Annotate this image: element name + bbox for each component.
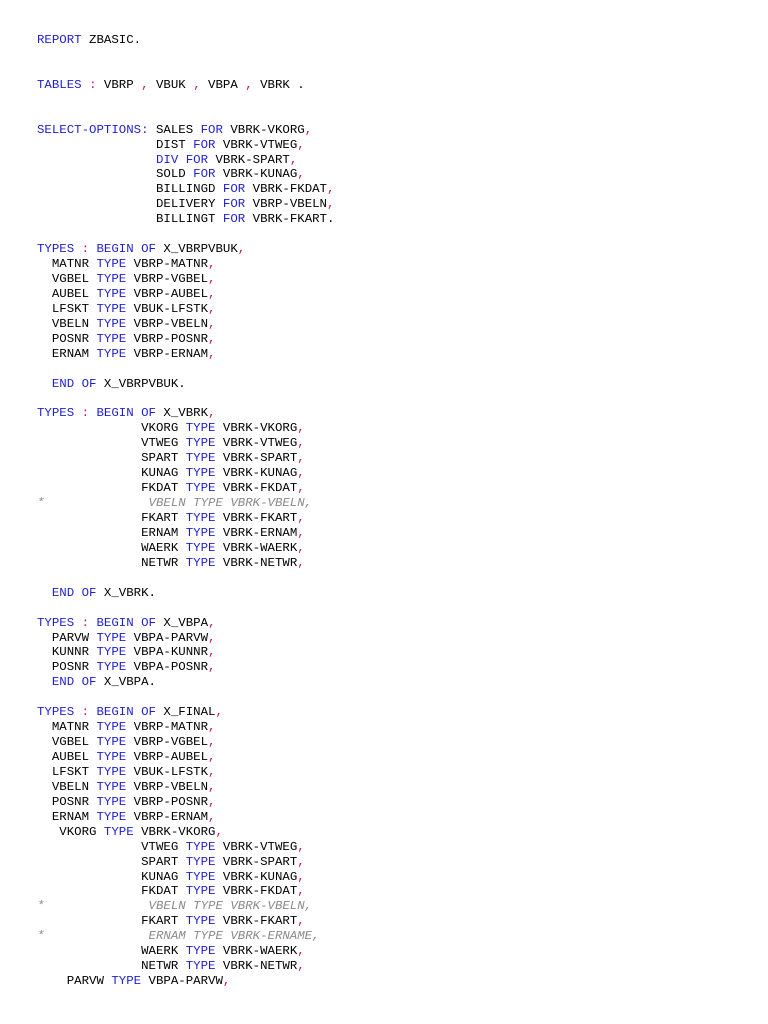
keyword-token: TYPE — [96, 346, 127, 361]
blank-line — [37, 690, 334, 705]
text-token: VBRP-MATNR — [126, 720, 209, 735]
keyword-token: TYPE — [96, 764, 127, 779]
text-token — [37, 153, 156, 167]
punctuation-token: , — [208, 286, 216, 301]
text-token: VBUK-LFSTK — [126, 301, 209, 316]
keyword-token: TYPE — [96, 779, 127, 794]
punctuation-token: , — [215, 824, 223, 839]
blank-line — [37, 601, 334, 616]
keyword-token: FOR — [222, 182, 246, 197]
code-line — [37, 750, 334, 765]
text-token: VBRK-ERNAM — [215, 525, 298, 540]
text-token: DIST — [37, 137, 194, 152]
punctuation-token: , — [327, 182, 335, 197]
punctuation-token: , — [297, 839, 305, 854]
text-token: SPART — [37, 451, 186, 466]
keyword-token: TYPE — [185, 839, 216, 854]
punctuation-token: , — [297, 944, 305, 959]
text-token: X_VBRK — [156, 406, 209, 421]
punctuation-token: , — [297, 167, 305, 182]
keyword-token: TYPE — [185, 959, 216, 974]
code-line — [37, 705, 334, 720]
text-token — [89, 705, 96, 719]
text-token: VBRK-FKART — [215, 511, 298, 525]
keyword-token: END OF — [51, 376, 97, 391]
punctuation-token: , — [208, 316, 216, 331]
code-line — [37, 347, 334, 362]
text-token: VBRK-NETWR — [215, 555, 298, 570]
text-token: BILLINGT — [37, 212, 223, 227]
code-line — [37, 78, 334, 93]
keyword-token: TYPE — [185, 944, 216, 959]
text-token: VBRK-FKDAT — [245, 182, 327, 197]
punctuation-token: , — [297, 555, 305, 570]
text-token: VBRP-AUBEL — [126, 286, 209, 301]
code-line — [37, 511, 334, 526]
text-token: POSNR — [37, 660, 97, 675]
punctuation-token: , — [297, 421, 305, 436]
punctuation-token: , — [208, 331, 216, 346]
keyword-token: TYPE — [96, 660, 127, 675]
text-token: ERNAM — [37, 346, 97, 361]
text-token — [89, 242, 96, 256]
code-line — [37, 825, 334, 840]
text-token: VGBEL — [37, 272, 97, 286]
punctuation-token: : — [81, 406, 90, 421]
text-token: VBUK — [148, 77, 194, 92]
text-token — [37, 377, 52, 391]
text-token: NETWR — [37, 959, 186, 974]
text-token: KUNAG — [37, 869, 186, 884]
code-line — [37, 765, 334, 780]
text-token: FKDAT — [37, 481, 186, 496]
text-token — [89, 616, 96, 630]
code-line — [37, 556, 334, 571]
code-line — [37, 302, 334, 317]
text-token: VBRK-FKDAT — [215, 884, 298, 899]
text-token — [74, 705, 81, 719]
keyword-token: TYPE — [185, 451, 216, 466]
punctuation-token: , — [297, 451, 305, 466]
keyword-token: TYPE — [185, 854, 216, 869]
code-line — [37, 153, 334, 168]
text-token: X_VBRK. — [96, 585, 156, 600]
keyword-token: TYPE — [96, 272, 127, 286]
text-token — [74, 242, 81, 256]
text-token: KUNAG — [37, 466, 186, 481]
code-line — [37, 123, 334, 138]
code-line — [37, 496, 334, 511]
keyword-token: FOR — [193, 167, 216, 182]
code-line — [37, 257, 334, 272]
text-token: WAERK — [37, 540, 186, 555]
keyword-token: TYPES — [37, 242, 75, 257]
keyword-token: TYPE — [96, 257, 127, 272]
punctuation-token: , — [193, 77, 201, 92]
keyword-token: TYPE — [96, 630, 127, 645]
punctuation-token: , — [208, 346, 216, 361]
text-token: VBRP — [96, 77, 142, 92]
text-token: SPART — [37, 854, 186, 869]
keyword-token: TYPE — [96, 735, 127, 750]
keyword-token: TYPE — [103, 824, 134, 839]
text-token: VBRK-KUNAG — [215, 466, 298, 481]
text-token: X_VBPA. — [96, 675, 156, 690]
text-token: VTWEG — [37, 839, 186, 854]
text-token — [74, 406, 81, 420]
code-line — [37, 138, 334, 153]
code-line — [37, 33, 334, 48]
text-token — [37, 586, 52, 600]
code-line — [37, 586, 334, 601]
text-token: FKDAT — [37, 884, 186, 899]
text-token: VBRP-VBELN — [126, 779, 209, 794]
keyword-token: TYPE — [185, 540, 216, 555]
punctuation-token: , — [208, 794, 216, 809]
text-token: VBRK-FKDAT — [215, 481, 298, 496]
code-line — [37, 317, 334, 332]
code-line — [37, 660, 334, 675]
code-line — [37, 631, 334, 646]
code-line — [37, 406, 334, 421]
punctuation-token: , — [141, 77, 149, 92]
keyword-token: TYPE — [96, 720, 127, 735]
punctuation-token: , — [208, 406, 216, 421]
keyword-token: END OF — [51, 675, 97, 690]
code-listing — [37, 33, 334, 989]
text-token: MATNR — [37, 720, 97, 735]
punctuation-token: , — [208, 779, 216, 794]
code-line — [37, 899, 334, 914]
text-token: VBPA-KUNNR — [126, 645, 209, 660]
code-line — [37, 242, 334, 257]
keyword-token: TYPE — [96, 750, 127, 764]
punctuation-token: , — [297, 511, 305, 525]
punctuation-token: , — [297, 854, 305, 869]
text-token: VBRK-VTWEG — [215, 137, 298, 152]
punctuation-token: , — [304, 122, 313, 137]
text-token: AUBEL — [37, 750, 97, 764]
punctuation-token: , — [297, 540, 305, 555]
keyword-token: TYPE — [185, 869, 216, 884]
punctuation-token: , — [297, 436, 305, 451]
text-token: AUBEL — [37, 286, 97, 301]
text-token: DELIVERY — [37, 197, 223, 212]
text-token: VBRK-WAERK — [215, 944, 298, 959]
keyword-token: DIV FOR — [155, 152, 209, 167]
keyword-token: TYPE — [185, 466, 216, 481]
text-token: X_VBPA — [156, 615, 209, 630]
text-token: NETWR — [37, 555, 186, 570]
text-token: FKART — [37, 914, 186, 929]
text-token: VBRP-VGBEL — [126, 735, 209, 750]
code-line — [37, 616, 334, 631]
code-line — [37, 840, 334, 855]
keyword-token: END OF — [51, 585, 97, 600]
code-line — [37, 974, 334, 989]
punctuation-token: , — [297, 869, 305, 884]
punctuation-token: , — [237, 242, 246, 257]
code-line — [37, 481, 334, 496]
keyword-token: TYPE — [185, 525, 216, 540]
keyword-token: TYPE — [185, 914, 216, 929]
text-token: VBRP-ERNAM — [126, 809, 209, 824]
text-token: KUNNR — [37, 645, 97, 660]
text-token: VKORG — [37, 421, 186, 436]
keyword-token: FOR — [222, 197, 246, 212]
text-token: VBRK-VKORG — [133, 824, 216, 839]
keyword-token: TYPE — [185, 511, 216, 525]
keyword-token: TYPES — [37, 615, 75, 630]
text-token: X_VBRPVBUK — [156, 242, 238, 257]
text-token: WAERK — [37, 944, 186, 959]
keyword-token: REPORT — [37, 33, 82, 47]
punctuation-token: : — [81, 705, 90, 720]
code-line — [37, 870, 334, 885]
text-token: VBPA-PARVW — [126, 630, 209, 645]
code-line — [37, 780, 334, 795]
text-token: VBRK-SPART — [208, 152, 290, 167]
punctuation-token: , — [208, 301, 216, 316]
punctuation-token: , — [245, 77, 253, 92]
text-token: PARVW — [37, 974, 112, 989]
text-token: SALES — [148, 122, 201, 137]
code-line — [37, 377, 334, 392]
keyword-token: BEGIN OF — [96, 615, 156, 630]
text-token: VBRK-WAERK — [215, 540, 298, 555]
text-token: ERNAM — [37, 809, 97, 824]
text-token: VBELN — [37, 316, 97, 331]
text-token: VBRK-VTWEG — [215, 839, 298, 854]
keyword-token: TYPE — [96, 809, 127, 824]
keyword-token: FOR — [193, 137, 216, 152]
text-token: VBRP-POSNR — [126, 331, 209, 346]
text-token: VBRP-VGBEL — [126, 272, 209, 286]
code-line — [37, 212, 334, 227]
keyword-token: TYPE — [96, 794, 127, 809]
code-line — [37, 272, 334, 287]
text-token: POSNR — [37, 794, 97, 809]
blank-line — [37, 93, 334, 108]
punctuation-token: , — [297, 914, 305, 929]
punctuation-token: , — [208, 809, 216, 824]
text-token — [89, 406, 96, 420]
text-token: VBRK-SPART — [215, 854, 298, 869]
text-token: VKORG — [37, 824, 104, 839]
code-line — [37, 795, 334, 810]
code-line — [37, 526, 334, 541]
text-token: VBPA-PARVW — [141, 974, 223, 989]
keyword-token: TYPE — [185, 481, 216, 496]
comment-token: * ERNAM TYPE VBRK-ERNAME, — [37, 929, 320, 944]
text-token: VBRP-AUBEL — [126, 750, 209, 764]
text-token: VBRK . — [252, 77, 305, 92]
keyword-token: TYPE — [185, 436, 216, 451]
text-token: VBRK-VKORG — [215, 421, 298, 436]
keyword-token: SELECT-OPTIONS: — [37, 122, 149, 137]
punctuation-token: : — [89, 77, 97, 92]
punctuation-token: , — [208, 630, 216, 645]
code-line — [37, 810, 334, 825]
text-token: FKART — [37, 511, 186, 525]
keyword-token: TYPE — [185, 884, 216, 899]
punctuation-token: , — [208, 750, 216, 764]
text-token: VBPA-POSNR — [126, 660, 209, 675]
text-token: VBUK-LFSTK — [126, 764, 209, 779]
punctuation-token: , — [208, 645, 216, 660]
punctuation-token: , — [297, 481, 305, 496]
keyword-token: TYPES — [37, 705, 75, 720]
punctuation-token: , — [289, 152, 298, 167]
code-line — [37, 914, 334, 929]
text-token: VBRP-VBELN — [126, 316, 209, 331]
text-token: VBRP-VBELN — [245, 197, 327, 212]
code-line — [37, 466, 334, 481]
blank-line — [37, 63, 334, 78]
text-token: ERNAM — [37, 525, 186, 540]
keyword-token: BEGIN OF — [96, 705, 156, 720]
punctuation-token: , — [297, 959, 305, 974]
blank-line — [37, 227, 334, 242]
punctuation-token: : — [81, 242, 90, 257]
code-line — [37, 287, 334, 302]
text-token: LFSKT — [37, 301, 97, 316]
text-token: PARVW — [37, 630, 97, 645]
code-line — [37, 645, 334, 660]
text-token: VBELN — [37, 779, 97, 794]
keyword-token: TYPE — [111, 974, 142, 989]
text-token: LFSKT — [37, 764, 97, 779]
text-token: VBRK-VTWEG — [215, 436, 298, 451]
comment-token: * VBELN TYPE VBRK-VBELN, — [37, 496, 313, 511]
code-line — [37, 929, 334, 944]
blank-line — [37, 362, 334, 377]
code-line — [37, 167, 334, 182]
blank-line — [37, 392, 334, 407]
text-token — [82, 78, 89, 92]
keyword-token: TYPE — [96, 645, 127, 660]
punctuation-token: , — [208, 615, 216, 630]
text-token: VBRP-ERNAM — [126, 346, 209, 361]
keyword-token: TYPE — [96, 286, 127, 301]
punctuation-token: , — [297, 466, 305, 481]
punctuation-token: , — [327, 197, 335, 212]
text-token: VBRK-KUNAG — [215, 869, 298, 884]
blank-line — [37, 48, 334, 63]
punctuation-token: , — [215, 705, 223, 720]
keyword-token: TABLES — [37, 77, 82, 92]
text-token: VGBEL — [37, 735, 97, 750]
text-token: MATNR — [37, 257, 97, 272]
text-token: VBRP-MATNR — [126, 257, 209, 272]
text-token: ZBASIC. — [81, 33, 142, 47]
code-line — [37, 959, 334, 974]
code-line — [37, 884, 334, 899]
punctuation-token: , — [208, 735, 216, 750]
text-token: VBRK-VKORG — [222, 122, 305, 137]
keyword-token: BEGIN OF — [96, 242, 156, 257]
punctuation-token: , — [297, 137, 305, 152]
text-token: VBRP-POSNR — [126, 794, 209, 809]
text-token: POSNR — [37, 331, 97, 346]
punctuation-token: : — [81, 615, 90, 630]
blank-line — [37, 571, 334, 586]
keyword-token: FOR — [200, 122, 223, 137]
code-line — [37, 855, 334, 870]
keyword-token: TYPE — [96, 331, 127, 346]
text-token — [74, 616, 81, 630]
code-line — [37, 720, 334, 735]
punctuation-token: , — [297, 884, 305, 899]
punctuation-token: , — [208, 720, 216, 735]
punctuation-token: , — [208, 660, 216, 675]
code-line — [37, 944, 334, 959]
blank-line — [37, 108, 334, 123]
comment-token: * VBELN TYPE VBRK-VBELN, — [37, 899, 313, 914]
code-line — [37, 451, 334, 466]
code-line — [37, 675, 334, 690]
code-line — [37, 436, 334, 451]
text-token: VBRK-KUNAG — [215, 167, 298, 182]
keyword-token: TYPE — [185, 555, 216, 570]
punctuation-token: , — [208, 272, 216, 286]
code-line — [37, 197, 334, 212]
keyword-token: TYPE — [96, 316, 127, 331]
keyword-token: TYPE — [96, 301, 127, 316]
code-line — [37, 332, 334, 347]
code-line — [37, 421, 334, 436]
text-token: VBPA — [200, 77, 246, 92]
punctuation-token: , — [222, 974, 231, 989]
text-token: VBRK-FKART — [215, 914, 298, 929]
text-token: VBRK-SPART — [215, 451, 298, 466]
text-token: VTWEG — [37, 436, 186, 451]
code-line — [37, 735, 334, 750]
keyword-token: TYPES — [37, 406, 75, 421]
code-line — [37, 182, 334, 197]
text-token: X_VBRPVBUK. — [96, 376, 186, 391]
keyword-token: FOR — [222, 212, 246, 227]
keyword-token: TYPE — [185, 421, 216, 436]
text-token — [37, 675, 52, 689]
punctuation-token: , — [297, 525, 305, 540]
code-line — [37, 541, 334, 556]
keyword-token: BEGIN OF — [96, 406, 156, 421]
text-token: VBRK-FKART. — [245, 212, 335, 227]
text-token: SOLD — [37, 167, 194, 182]
text-token: BILLINGD — [37, 182, 223, 197]
text-token: X_FINAL — [156, 705, 216, 720]
punctuation-token: , — [208, 764, 216, 779]
punctuation-token: , — [208, 257, 216, 272]
text-token: VBRK-NETWR — [215, 959, 298, 974]
